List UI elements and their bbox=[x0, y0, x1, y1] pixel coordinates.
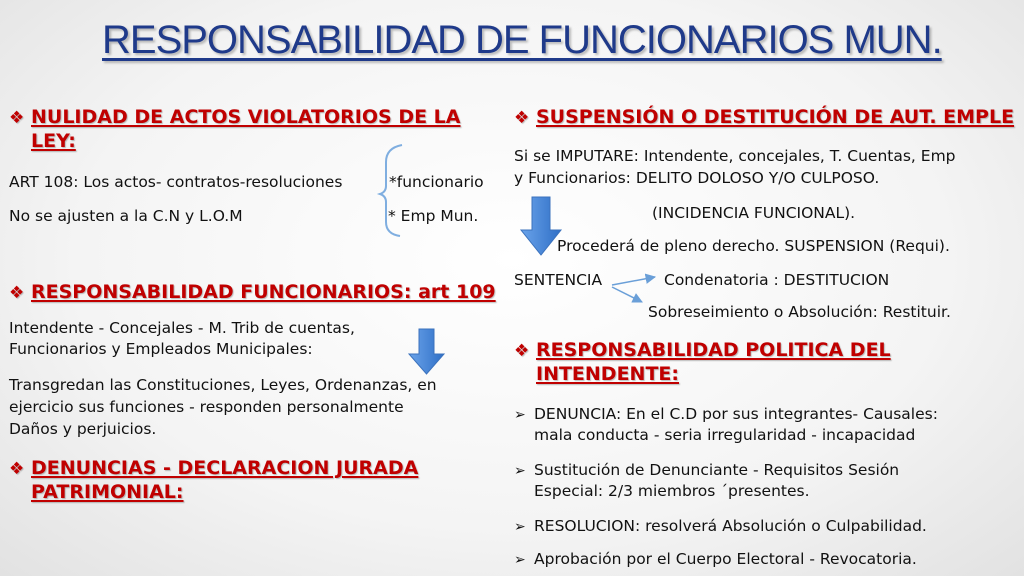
nulidad-heading-line1: NULIDAD DE ACTOS VIOLATORIOS DE LA bbox=[31, 106, 461, 128]
list-item-line1: RESOLUCION: resolverá Absolución o Culpabilidad. bbox=[534, 517, 927, 535]
arrow-bullet-icon: ➢ bbox=[514, 407, 526, 423]
diamond-bullet-icon: ❖ bbox=[514, 341, 530, 361]
emp-mun-text: * Emp Mun. bbox=[388, 207, 479, 225]
suspension-line3: (INCIDENCIA FUNCIONAL). bbox=[652, 204, 856, 222]
list-item-line2: Especial: 2/3 miembros ´presentes. bbox=[534, 482, 810, 500]
diamond-bullet-icon: ❖ bbox=[514, 108, 530, 128]
politica-heading bbox=[514, 339, 994, 386]
arrow-bullet-icon: ➢ bbox=[514, 552, 526, 568]
list-item-line1: DENUNCIA: En el C.D por sus integrantes- Causales: bbox=[534, 405, 938, 423]
suspension-line4: Procederá de pleno derecho. SUSPENSION (Requi). bbox=[557, 237, 950, 255]
list-item bbox=[514, 460, 899, 501]
list-item bbox=[514, 404, 938, 445]
condenatoria-text: Condenatoria : DESTITUCION bbox=[664, 271, 890, 289]
sentencia-text: SENTENCIA bbox=[514, 271, 603, 289]
list-item-line1: Aprobación por el Cuerpo Electoral - Revocatoria. bbox=[534, 550, 917, 568]
arrow-to-condenatoria-icon bbox=[612, 277, 655, 285]
list-item bbox=[514, 516, 927, 537]
arrow-to-sobreseimiento-icon bbox=[612, 287, 642, 302]
nulidad-heading bbox=[9, 106, 489, 153]
responsabilidad-line5: Daños y perjuicios. bbox=[9, 420, 157, 438]
responsabilidad-line1: Intendente - Concejales - M. Trib de cuentas, bbox=[9, 319, 355, 337]
ajusten-text: No se ajusten a la C.N y L.O.M bbox=[9, 207, 243, 225]
responsabilidad-line4: ejercicio sus funciones - responden personalmente bbox=[9, 398, 404, 416]
art-108-text: ART 108: Los actos- contratos-resoluciones bbox=[9, 173, 343, 191]
denuncias-heading-line1: DENUNCIAS - DECLARACION JURADA bbox=[31, 457, 419, 479]
diamond-bullet-icon: ❖ bbox=[9, 283, 25, 303]
responsabilidad-line2: Funcionarios y Empleados Municipales: bbox=[9, 340, 313, 358]
suspension-line2: y Funcionarios: DELITO DOLOSO Y/O CULPOSO. bbox=[514, 169, 880, 187]
denuncias-heading bbox=[9, 457, 489, 504]
arrow-bullet-icon: ➢ bbox=[514, 519, 526, 535]
denuncias-heading-line2: PATRIMONIAL: bbox=[31, 481, 184, 503]
list-item-line1: Sustitución de Denunciante - Requisitos Sesión bbox=[534, 461, 900, 479]
down-arrow-icon bbox=[521, 197, 561, 255]
page-title: RESPONSABILIDAD DE FUNCIONARIOS MUN. bbox=[102, 18, 942, 62]
politica-heading-line1: RESPONSABILIDAD POLITICA DEL bbox=[536, 339, 891, 361]
responsabilidad-heading bbox=[9, 281, 499, 305]
list-item bbox=[514, 549, 917, 570]
politica-heading-line2: INTENDENTE: bbox=[536, 363, 680, 385]
diamond-bullet-icon: ❖ bbox=[9, 459, 25, 479]
suspension-heading bbox=[514, 106, 1019, 130]
diamond-bullet-icon: ❖ bbox=[9, 108, 25, 128]
list-item-line2: mala conducta - seria irregularidad - incapacidad bbox=[534, 426, 916, 444]
nulidad-heading-line2: LEY: bbox=[31, 130, 76, 152]
suspension-line1: Si se IMPUTARE: Intendente, concejales, T. Cuentas, Emp bbox=[514, 147, 956, 165]
suspension-heading-text: SUSPENSIÓN O DESTITUCIÓN DE AUT. EMPLE bbox=[536, 106, 1015, 128]
responsabilidad-line3: Transgredan las Constituciones, Leyes, Ordenanzas, en bbox=[9, 376, 437, 394]
arrow-bullet-icon: ➢ bbox=[514, 463, 526, 479]
down-arrow-icon bbox=[409, 329, 444, 374]
sobreseimiento-text: Sobreseimiento o Absolución: Restituir. bbox=[648, 303, 951, 321]
responsabilidad-heading-text: RESPONSABILIDAD FUNCIONARIOS: art 109 bbox=[31, 281, 496, 303]
funcionario-text: *funcionario bbox=[389, 173, 484, 191]
